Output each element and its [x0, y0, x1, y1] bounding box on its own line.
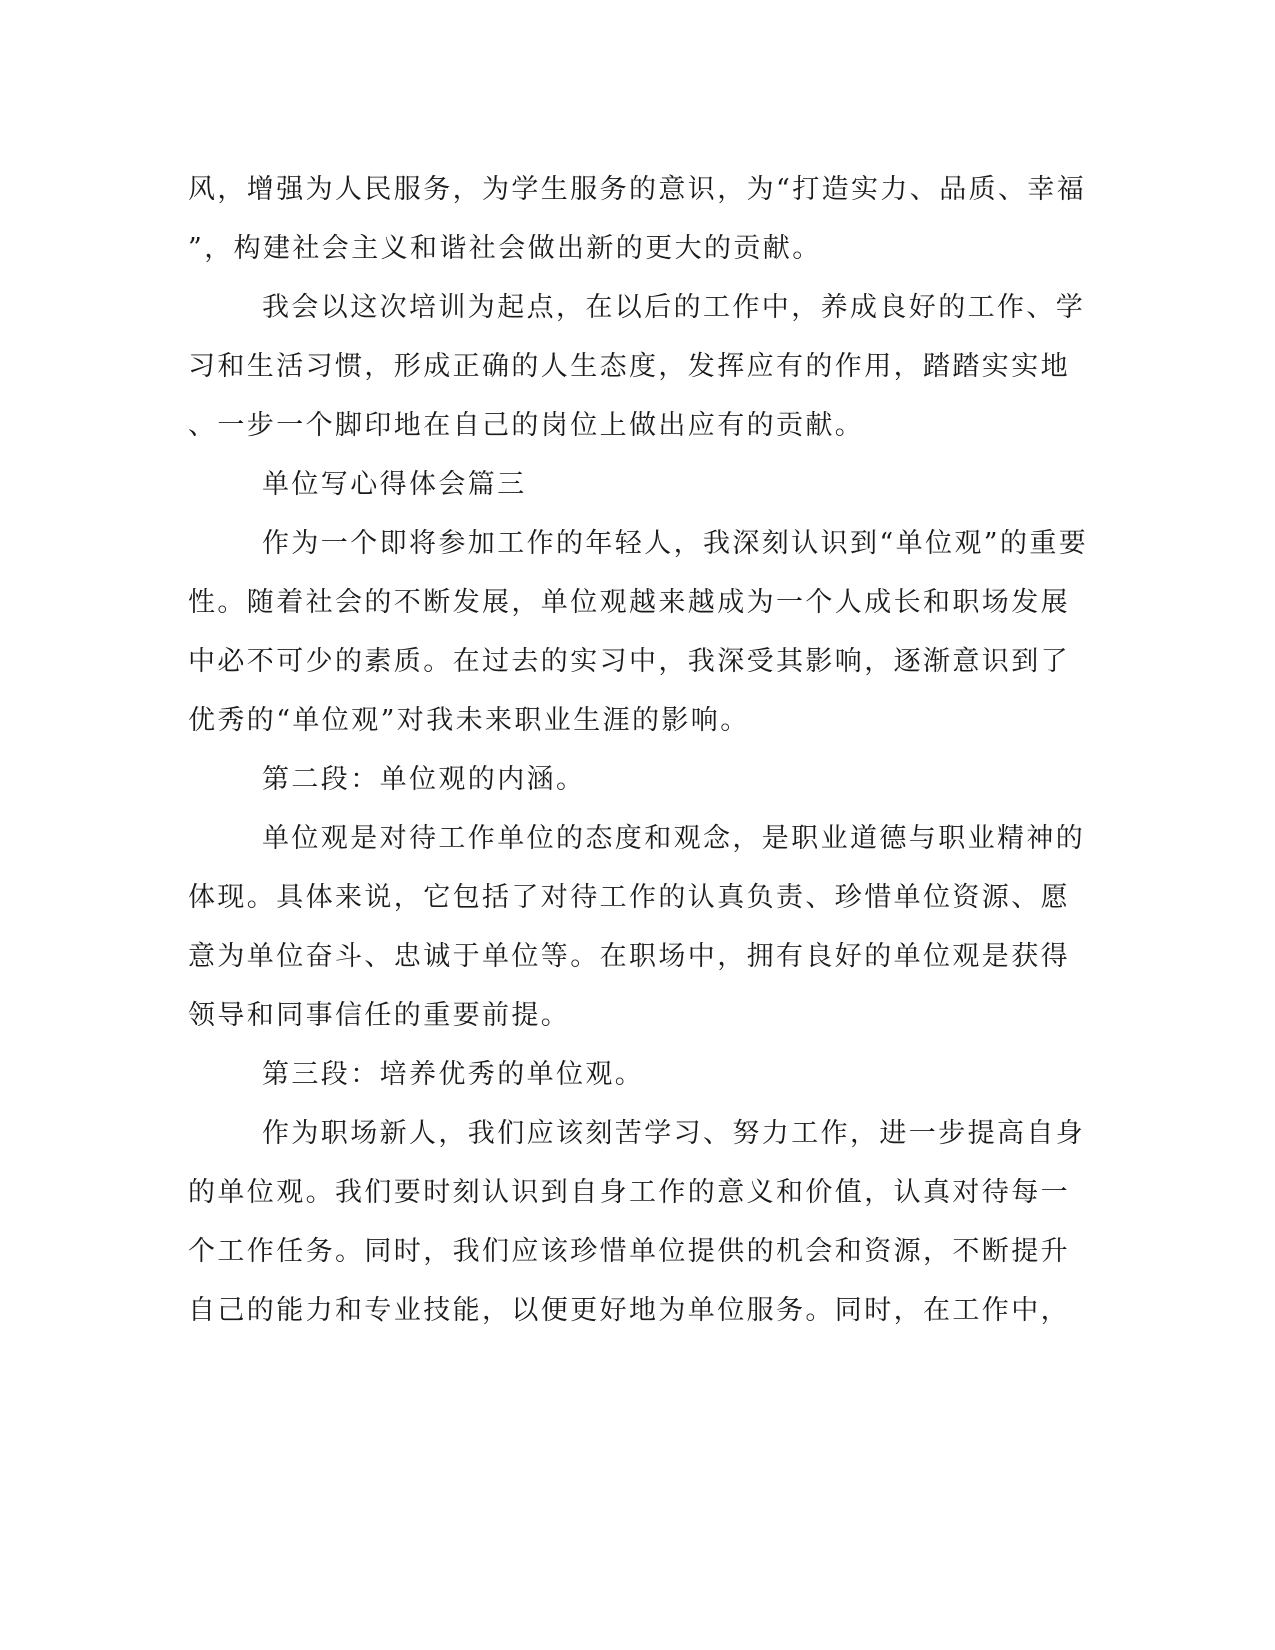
- text-line: 第三段：培养优秀的单位观。: [262, 1059, 645, 1090]
- text-line: 、一步一个脚印地在自己的岗位上做出应有的贡献。: [188, 410, 865, 441]
- text-line: 单位观是对待工作单位的态度和观念，是职业道德与职业精神的: [262, 823, 1086, 854]
- text-line: 领导和同事信任的重要前提。: [188, 1000, 571, 1031]
- text-line: 作为职场新人，我们应该刻苦学习、努力工作，进一步提高自身: [262, 1118, 1086, 1149]
- section-heading: [188, 750, 1078, 809]
- text-line: 意为单位奋斗、忠诚于单位等。在职场中，拥有良好的单位观是获得: [188, 941, 1070, 972]
- paragraph: [188, 514, 1089, 750]
- text-line: ”，构建社会主义和谐社会做出新的更大的贡献。: [188, 233, 822, 264]
- text-line: 我会以这次培训为起点，在以后的工作中，养成良好的工作、学: [262, 292, 1086, 323]
- text-line: 性。随着社会的不断发展，单位观越来越成为一个人成长和职场发展: [188, 587, 1070, 618]
- section-heading: [188, 1045, 1078, 1104]
- text-line: 第二段：单位观的内涵。: [262, 764, 586, 795]
- text-line: 中必不可少的素质。在过去的实习中，我深受其影响，逐渐意识到了: [188, 646, 1070, 677]
- text-line: 单位写心得体会篇三: [262, 469, 527, 500]
- paragraph: [188, 278, 1086, 455]
- text-line: 个工作任务。同时，我们应该珍惜单位提供的机会和资源，不断提升: [188, 1236, 1070, 1267]
- section-heading: [188, 455, 1078, 514]
- text-line: 作为一个即将参加工作的年轻人，我深刻认识到“单位观”的重要: [262, 528, 1089, 559]
- paragraph: [188, 160, 1087, 278]
- paragraph: [188, 1104, 1086, 1340]
- document-body: [188, 160, 1089, 1340]
- text-line: 优秀的“单位观”对我未来职业生涯的影响。: [188, 705, 750, 736]
- text-line: 自己的能力和专业技能，以便更好地为单位服务。同时，在工作中，: [188, 1295, 1070, 1326]
- text-line: 的单位观。我们要时刻认识到自身工作的意义和价值，认真对待每一: [188, 1177, 1070, 1208]
- text-line: 习和生活习惯，形成正确的人生态度，发挥应有的作用，踏踏实实地: [188, 351, 1070, 382]
- paragraph: [188, 809, 1086, 1045]
- text-line: 体现。具体来说，它包括了对待工作的认真负责、珍惜单位资源、愿: [188, 882, 1070, 913]
- text-line: 风，增强为人民服务，为学生服务的意识，为“打造实力、品质、幸福: [188, 174, 1087, 205]
